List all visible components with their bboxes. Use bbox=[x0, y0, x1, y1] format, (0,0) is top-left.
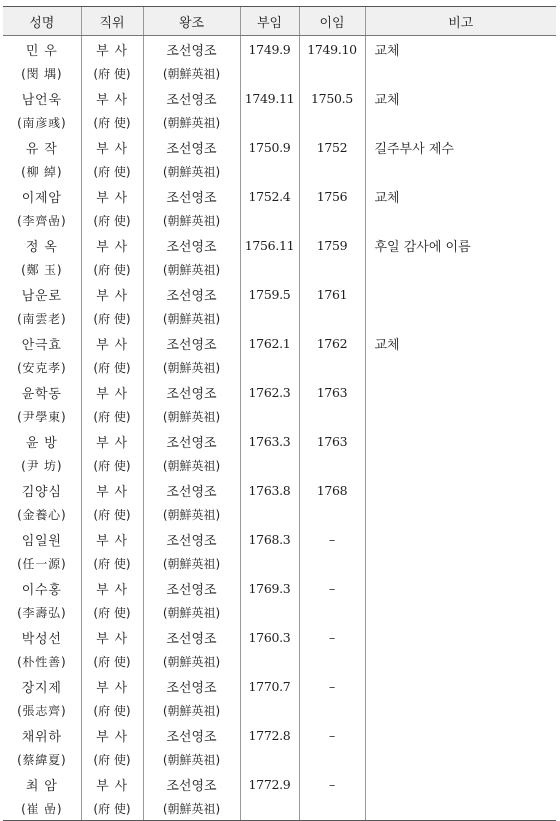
end-cell: 1763 bbox=[299, 379, 365, 405]
position-cell: 부 사 bbox=[81, 232, 143, 258]
position-hanja-cell: (府 使) bbox=[81, 650, 143, 674]
start-cell: 1772.8 bbox=[240, 722, 299, 748]
note-cell bbox=[365, 428, 556, 454]
dynasty-hanja-cell: (朝鮮英祖) bbox=[143, 258, 240, 282]
name-hanja-cell: (南雲老) bbox=[17, 311, 67, 326]
dynasty-cell: 조선영조 bbox=[143, 673, 240, 699]
end-spacer-cell bbox=[299, 307, 365, 331]
note-spacer-cell bbox=[365, 160, 556, 184]
start-spacer-cell bbox=[240, 258, 299, 282]
note-cell: 후일 감사에 이름 bbox=[365, 232, 556, 258]
end-spacer-cell bbox=[299, 160, 365, 184]
start-spacer-cell bbox=[240, 650, 299, 674]
table-row-hanja bbox=[3, 503, 556, 527]
name-cell: 남운로 bbox=[21, 289, 62, 305]
table-row-hanja bbox=[3, 160, 556, 184]
start-cell: 1768.3 bbox=[240, 526, 299, 552]
start-cell: 1769.3 bbox=[240, 575, 299, 601]
end-cell: – bbox=[299, 771, 365, 797]
header-note: 비고 bbox=[365, 7, 556, 36]
name-hanja-cell: (南彦彧) bbox=[17, 115, 67, 130]
start-cell: 1770.7 bbox=[240, 673, 299, 699]
start-spacer-cell bbox=[240, 111, 299, 135]
header-row bbox=[3, 7, 556, 36]
dynasty-hanja-cell: (朝鮮英祖) bbox=[143, 356, 240, 380]
name-cell: 안극효 bbox=[21, 338, 62, 354]
note-cell: 교체 bbox=[365, 36, 556, 62]
note-cell: 교체 bbox=[365, 85, 556, 111]
table-row bbox=[3, 673, 556, 699]
start-spacer-cell bbox=[240, 699, 299, 723]
name-hanja-cell: (柳 綽) bbox=[21, 164, 63, 179]
table-row-hanja bbox=[3, 307, 556, 331]
position-hanja-cell: (府 使) bbox=[81, 748, 143, 772]
dynasty-cell: 조선영조 bbox=[143, 134, 240, 160]
name-cell: 민 우 bbox=[25, 44, 58, 60]
name-cell: 임일원 bbox=[21, 534, 62, 550]
start-cell: 1749.11 bbox=[240, 85, 299, 111]
table-row-hanja bbox=[3, 209, 556, 233]
dynasty-cell: 조선영조 bbox=[143, 477, 240, 503]
header-name: 성명 bbox=[3, 7, 81, 36]
name-hanja-cell: (張志齊) bbox=[17, 703, 67, 718]
dynasty-cell: 조선영조 bbox=[143, 330, 240, 356]
dynasty-cell: 조선영조 bbox=[143, 575, 240, 601]
magistrate-table bbox=[3, 6, 556, 821]
dynasty-cell: 조선영조 bbox=[143, 232, 240, 258]
table-row bbox=[3, 330, 556, 356]
note-cell bbox=[365, 673, 556, 699]
name-cell: 윤 방 bbox=[25, 436, 58, 452]
dynasty-hanja-cell: (朝鮮英祖) bbox=[143, 699, 240, 723]
table-row-hanja bbox=[3, 111, 556, 135]
note-cell bbox=[365, 771, 556, 797]
table-row bbox=[3, 477, 556, 503]
note-spacer-cell bbox=[365, 62, 556, 86]
end-spacer-cell bbox=[299, 503, 365, 527]
table-row bbox=[3, 771, 556, 797]
name-cell: 김양심 bbox=[21, 485, 62, 501]
start-spacer-cell bbox=[240, 209, 299, 233]
end-spacer-cell bbox=[299, 748, 365, 772]
end-cell: – bbox=[299, 722, 365, 748]
table-row-hanja bbox=[3, 356, 556, 380]
dynasty-hanja-cell: (朝鮮英祖) bbox=[143, 797, 240, 821]
note-spacer-cell bbox=[365, 258, 556, 282]
name-hanja-cell: (李齊嵒) bbox=[17, 213, 67, 228]
end-spacer-cell bbox=[299, 405, 365, 429]
table-row-hanja bbox=[3, 454, 556, 478]
name-cell: 윤학동 bbox=[21, 387, 62, 403]
dynasty-hanja-cell: (朝鮮英祖) bbox=[143, 601, 240, 625]
table-row-hanja bbox=[3, 748, 556, 772]
position-cell: 부 사 bbox=[81, 85, 143, 111]
dynasty-cell: 조선영조 bbox=[143, 379, 240, 405]
name-hanja-cell: (安克孝) bbox=[17, 360, 67, 375]
end-spacer-cell bbox=[299, 552, 365, 576]
name-hanja-cell: (閔 堣) bbox=[21, 66, 63, 81]
end-cell: 1759 bbox=[299, 232, 365, 258]
start-spacer-cell bbox=[240, 454, 299, 478]
note-cell bbox=[365, 526, 556, 552]
dynasty-hanja-cell: (朝鮮英祖) bbox=[143, 62, 240, 86]
start-cell: 1760.3 bbox=[240, 624, 299, 650]
table-row bbox=[3, 624, 556, 650]
end-cell: 1763 bbox=[299, 428, 365, 454]
dynasty-hanja-cell: (朝鮮英祖) bbox=[143, 209, 240, 233]
position-cell: 부 사 bbox=[81, 624, 143, 650]
note-spacer-cell bbox=[365, 748, 556, 772]
table-row-hanja bbox=[3, 650, 556, 674]
position-cell: 부 사 bbox=[81, 36, 143, 62]
table-body bbox=[3, 36, 556, 821]
note-spacer-cell bbox=[365, 405, 556, 429]
header-position: 직위 bbox=[81, 7, 143, 36]
position-cell: 부 사 bbox=[81, 722, 143, 748]
table-row bbox=[3, 232, 556, 258]
start-spacer-cell bbox=[240, 552, 299, 576]
dynasty-hanja-cell: (朝鮮英祖) bbox=[143, 111, 240, 135]
name-hanja-cell: (鄭 玉) bbox=[21, 262, 63, 277]
dynasty-cell: 조선영조 bbox=[143, 624, 240, 650]
name-cell: 유 작 bbox=[25, 142, 58, 158]
note-cell: 길주부사 제수 bbox=[365, 134, 556, 160]
note-cell: 교체 bbox=[365, 330, 556, 356]
end-spacer-cell bbox=[299, 601, 365, 625]
end-spacer-cell bbox=[299, 209, 365, 233]
start-cell: 1762.3 bbox=[240, 379, 299, 405]
dynasty-cell: 조선영조 bbox=[143, 771, 240, 797]
table-row bbox=[3, 281, 556, 307]
end-cell: 1768 bbox=[299, 477, 365, 503]
start-cell: 1772.9 bbox=[240, 771, 299, 797]
note-spacer-cell bbox=[365, 209, 556, 233]
name-cell: 이제암 bbox=[21, 191, 62, 207]
end-cell: 1749.10 bbox=[299, 36, 365, 62]
name-hanja-cell: (金養心) bbox=[17, 507, 67, 522]
name-hanja-cell: (尹 坊) bbox=[21, 458, 63, 473]
dynasty-hanja-cell: (朝鮮英祖) bbox=[143, 160, 240, 184]
end-spacer-cell bbox=[299, 454, 365, 478]
name-cell: 남언욱 bbox=[21, 93, 62, 109]
note-cell bbox=[365, 379, 556, 405]
name-hanja-cell: (朴性善) bbox=[17, 654, 67, 669]
start-spacer-cell bbox=[240, 356, 299, 380]
dynasty-hanja-cell: (朝鮮英祖) bbox=[143, 748, 240, 772]
position-cell: 부 사 bbox=[81, 428, 143, 454]
position-cell: 부 사 bbox=[81, 134, 143, 160]
end-cell: 1762 bbox=[299, 330, 365, 356]
end-spacer-cell bbox=[299, 356, 365, 380]
start-cell: 1749.9 bbox=[240, 36, 299, 62]
note-spacer-cell bbox=[365, 601, 556, 625]
end-cell: 1750.5 bbox=[299, 85, 365, 111]
name-cell: 이수홍 bbox=[21, 583, 62, 599]
position-cell: 부 사 bbox=[81, 330, 143, 356]
position-hanja-cell: (府 使) bbox=[81, 503, 143, 527]
note-spacer-cell bbox=[365, 650, 556, 674]
note-cell: 교체 bbox=[365, 183, 556, 209]
dynasty-cell: 조선영조 bbox=[143, 526, 240, 552]
name-hanja-cell: (蔡緯夏) bbox=[17, 752, 67, 767]
position-cell: 부 사 bbox=[81, 575, 143, 601]
position-hanja-cell: (府 使) bbox=[81, 307, 143, 331]
header-start: 부임 bbox=[240, 7, 299, 36]
start-cell: 1752.4 bbox=[240, 183, 299, 209]
end-cell: – bbox=[299, 575, 365, 601]
note-cell bbox=[365, 477, 556, 503]
dynasty-hanja-cell: (朝鮮英祖) bbox=[143, 650, 240, 674]
end-spacer-cell bbox=[299, 699, 365, 723]
dynasty-cell: 조선영조 bbox=[143, 36, 240, 62]
name-hanja-cell: (尹學東) bbox=[17, 409, 67, 424]
note-spacer-cell bbox=[365, 552, 556, 576]
header-end: 이임 bbox=[299, 7, 365, 36]
note-spacer-cell bbox=[365, 356, 556, 380]
position-cell: 부 사 bbox=[81, 281, 143, 307]
start-cell: 1763.3 bbox=[240, 428, 299, 454]
note-cell bbox=[365, 624, 556, 650]
table-row bbox=[3, 85, 556, 111]
table-row bbox=[3, 36, 556, 62]
dynasty-cell: 조선영조 bbox=[143, 281, 240, 307]
position-hanja-cell: (府 使) bbox=[81, 699, 143, 723]
table-row bbox=[3, 379, 556, 405]
note-spacer-cell bbox=[365, 307, 556, 331]
table-row bbox=[3, 134, 556, 160]
start-cell: 1763.8 bbox=[240, 477, 299, 503]
table-row bbox=[3, 526, 556, 552]
dynasty-hanja-cell: (朝鮮英祖) bbox=[143, 405, 240, 429]
start-spacer-cell bbox=[240, 160, 299, 184]
end-cell: 1756 bbox=[299, 183, 365, 209]
start-spacer-cell bbox=[240, 62, 299, 86]
name-hanja-cell: (任一源) bbox=[17, 556, 67, 571]
position-hanja-cell: (府 使) bbox=[81, 62, 143, 86]
start-cell: 1759.5 bbox=[240, 281, 299, 307]
dynasty-cell: 조선영조 bbox=[143, 85, 240, 111]
position-cell: 부 사 bbox=[81, 526, 143, 552]
table-row bbox=[3, 722, 556, 748]
dynasty-hanja-cell: (朝鮮英祖) bbox=[143, 454, 240, 478]
header-dynasty: 왕조 bbox=[143, 7, 240, 36]
table-row-hanja bbox=[3, 552, 556, 576]
position-hanja-cell: (府 使) bbox=[81, 258, 143, 282]
table-row bbox=[3, 575, 556, 601]
end-spacer-cell bbox=[299, 111, 365, 135]
note-cell bbox=[365, 575, 556, 601]
position-cell: 부 사 bbox=[81, 379, 143, 405]
end-spacer-cell bbox=[299, 650, 365, 674]
note-spacer-cell bbox=[365, 699, 556, 723]
table-row-hanja bbox=[3, 405, 556, 429]
end-cell: 1761 bbox=[299, 281, 365, 307]
position-cell: 부 사 bbox=[81, 673, 143, 699]
end-cell: – bbox=[299, 526, 365, 552]
dynasty-cell: 조선영조 bbox=[143, 183, 240, 209]
note-spacer-cell bbox=[365, 454, 556, 478]
end-cell: 1752 bbox=[299, 134, 365, 160]
name-hanja-cell: (李壽弘) bbox=[17, 605, 67, 620]
name-cell: 최 암 bbox=[25, 779, 58, 795]
start-cell: 1756.11 bbox=[240, 232, 299, 258]
note-cell bbox=[365, 281, 556, 307]
table-row-hanja bbox=[3, 62, 556, 86]
end-spacer-cell bbox=[299, 258, 365, 282]
position-hanja-cell: (府 使) bbox=[81, 111, 143, 135]
position-hanja-cell: (府 使) bbox=[81, 405, 143, 429]
table-row bbox=[3, 428, 556, 454]
table-row-hanja bbox=[3, 699, 556, 723]
end-cell: – bbox=[299, 673, 365, 699]
position-hanja-cell: (府 使) bbox=[81, 454, 143, 478]
start-cell: 1750.9 bbox=[240, 134, 299, 160]
end-cell: – bbox=[299, 624, 365, 650]
start-spacer-cell bbox=[240, 748, 299, 772]
position-hanja-cell: (府 使) bbox=[81, 552, 143, 576]
dynasty-cell: 조선영조 bbox=[143, 428, 240, 454]
name-cell: 박성선 bbox=[21, 632, 62, 648]
note-spacer-cell bbox=[365, 111, 556, 135]
note-spacer-cell bbox=[365, 503, 556, 527]
start-spacer-cell bbox=[240, 307, 299, 331]
position-hanja-cell: (府 使) bbox=[81, 797, 143, 821]
position-hanja-cell: (府 使) bbox=[81, 356, 143, 380]
dynasty-hanja-cell: (朝鮮英祖) bbox=[143, 552, 240, 576]
name-cell: 정 옥 bbox=[25, 240, 58, 256]
note-cell bbox=[365, 722, 556, 748]
start-spacer-cell bbox=[240, 503, 299, 527]
position-hanja-cell: (府 使) bbox=[81, 601, 143, 625]
position-hanja-cell: (府 使) bbox=[81, 209, 143, 233]
table-row bbox=[3, 183, 556, 209]
dynasty-cell: 조선영조 bbox=[143, 722, 240, 748]
position-cell: 부 사 bbox=[81, 477, 143, 503]
start-spacer-cell bbox=[240, 405, 299, 429]
position-cell: 부 사 bbox=[81, 183, 143, 209]
name-hanja-cell: (崔 嵒) bbox=[3, 797, 81, 821]
start-spacer-cell bbox=[240, 601, 299, 625]
position-hanja-cell: (府 使) bbox=[81, 160, 143, 184]
dynasty-hanja-cell: (朝鮮英祖) bbox=[143, 503, 240, 527]
table-row-hanja bbox=[3, 258, 556, 282]
name-cell: 채위하 bbox=[21, 730, 62, 746]
name-cell: 장지제 bbox=[21, 681, 62, 697]
dynasty-hanja-cell: (朝鮮英祖) bbox=[143, 307, 240, 331]
table-row-hanja bbox=[3, 601, 556, 625]
end-spacer-cell bbox=[299, 62, 365, 86]
start-cell: 1762.1 bbox=[240, 330, 299, 356]
position-cell: 부 사 bbox=[81, 771, 143, 797]
